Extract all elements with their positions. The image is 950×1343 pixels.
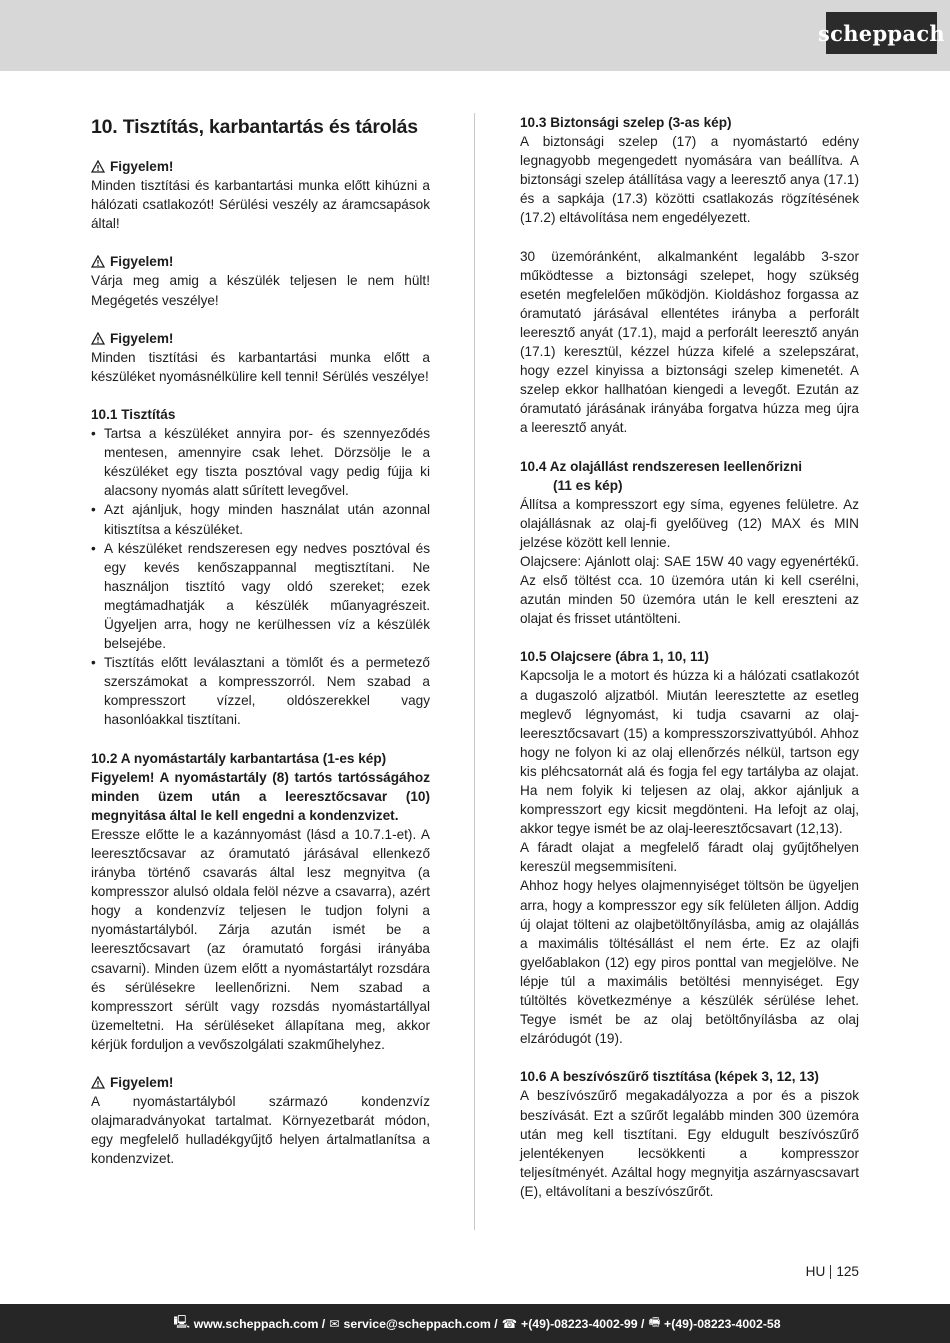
mail-icon: ✉ xyxy=(329,1316,340,1331)
header-band xyxy=(0,0,950,71)
paragraph: Eressze előtte le a kazánnyomást (lásd a 10.7.1-et). A leeresztőcsavar az óramutató járásával ellenkező irányba történő csavarás által lesz megnyitva (a kompresszor alulsó oldala felöl nézve a csavarra), azért hogy a kondenzvíz teljesen le tudjon folyni a nyomástartályból. Zárja azután ismét be a leeresztőcsavart (az óramutató forgási irányába csavarni). Minden üzem előtt a nyomástartályt rozsdára és sérülésekre leellenőrizni. Nem szabad a kompresszort sérült vagy rozsdás nyomástartállyal üzemeltetni. Ha sérüléseket állapítana meg, akkor kérjük forduljon a vevőszolgálati szakműhelyhez. xyxy=(91,826,430,1052)
warning-icon xyxy=(91,160,105,173)
phone-icon: ☎ xyxy=(501,1316,518,1331)
footer-web[interactable]: www.scheppach.com / xyxy=(193,1316,326,1331)
fax-icon: 🖷 xyxy=(648,1315,661,1329)
section-10-3 xyxy=(520,113,859,228)
subsection-heading: 10.4 Az olajállást rendszeresen leellenőrizni (11 es kép) xyxy=(520,458,803,493)
page-number xyxy=(806,1264,859,1279)
paragraph: A biztonsági szelep (17) a nyomástartó edény legnagyobb megengedett nyomására van beállítva. A biztonsági szelep átállítása vagy a leeresztő anya (17.1) és a sapkája (17.3) közötti csatlakozás rögzítésének (17.2) eltávolítása nem engedélyezett. xyxy=(520,134,859,226)
paragraph: 30 üzemóránként, alkalmanként legalább 3-szor működtesse a biztonsági szelepet, hogy szükség esetén megfelelően működjön. Kioldáshoz forgassa az óramutató járásával ellentétes irányba a perforált leeresztő anyát (17.1), majd a perforált leeresztő anyán (17.1) keresztül, kézzel húzza kifelé a szelepszárat, hogy ezzel kinyissa a biztonsági szelep kimenetét. A szelep ekkor hallhatóan kiengedi a levegőt. Ezután az óramutató járásának irányába forgatva húzza meg újra a leeresztő anyát. xyxy=(520,248,859,436)
warning-2 xyxy=(91,252,430,309)
page-number-value: 125 xyxy=(836,1264,859,1279)
subsection-heading: 10.5 Olajcsere (ábra 1, 10, 11) xyxy=(520,649,709,665)
section-10-3-b xyxy=(520,247,859,438)
column-divider xyxy=(474,113,475,1230)
section-10-4 xyxy=(520,457,859,629)
list-item: • Tartsa a készüléket annyira por- és szennyeződés mentesen, amennyire csak lehet. Dörzsölje le a készüléket egy tiszta posztóval vagy pedig fújja ki alacsony nyomás alatt sűrített levegővel. xyxy=(91,424,430,500)
warning-text: Várja meg amig a készülék teljesen le nem hült! Megégetés veszélye! xyxy=(91,273,430,308)
list-item: • Azt ajánljuk, hogy minden használat után azonnal kitisztítsa a készüléket. xyxy=(91,500,430,538)
paragraph: Ahhoz hogy helyes olajmennyiséget töltsön be ügyeljen arra, hogy a kompresszor egy sík felületen álljon. Addig új olajat tölteni az olajbetöltőnyílásba, amig az olajállás a maximális töltésállást el nem érte. Ez az olajfi gyelőablakon (12) egy piros ponttal van megjelölve. Ne lépje túl a maximális betöltési mennyiséget. Egy túltöltés következménye a készülék sérülése lehet. Tegye ismét be az olaj betöltőnyílásba az olaj elzáródugót (19). xyxy=(520,878,859,1047)
paragraph: Olajcsere: Ajánlott olaj: SAE 15W 40 vagy egyenértékű. Az első töltést cca. 10 üzemóra után ki kell cserélni, azután minden 50 üzemóra után le kell ereszteni az olajat és frisset utántölteni. xyxy=(520,553,859,627)
subsection-heading: 10.6 A beszívószűrő tisztítása (képek 3, 12, 13) xyxy=(520,1069,819,1085)
language-code: HU xyxy=(805,1264,826,1279)
warning-heading: Figyelem! xyxy=(110,1075,174,1091)
warning-4 xyxy=(91,1073,430,1168)
page-separator xyxy=(830,1265,831,1279)
list-item: • A készüléket rendszeresen egy nedves posztóval és egy kevés kenőszappannal megtisztítani. Ne használjon tisztító vagy oldó szereket; ezek megtámadhatják a készülék műanyagrészeit. Ügyeljen arra, hogy ne kerülhessen víz a készülék belsejébe. xyxy=(91,539,430,654)
section-title: 10. Tisztítás, karbantartás és tárolás xyxy=(91,116,418,138)
scheppach-logo: scheppach xyxy=(826,12,937,54)
paragraph: A beszívószűrő megakadályozza a por és a piszok beszívását. Ezt a szűrőt legalább minden 300 üzemóra után meg kell tisztítani. Egy eldugult beszívószűrő jelentékenyen lecsökkenti a kompresszor teljesítményét. Azáltal hogy megnyitja aszárnyascsavart (E), eltávolítani a beszívószűrőt. xyxy=(520,1088,859,1199)
footer-phone: +(49)-08223-4002-99 / xyxy=(521,1316,645,1331)
subsection-heading: 10.3 Biztonsági szelep (3-as kép) xyxy=(520,115,732,130)
list-item: • Tisztítás előtt leválasztani a tömlőt és a permetező szerszámokat a kompresszorról. Nem szabad a kompresszort vízzel, oldószerekkel vagy hasonlóakkal tisztítani. xyxy=(91,653,430,729)
warning-icon xyxy=(91,255,105,268)
paragraph: Állítsa a kompresszort egy síma, egyenes felületre. Az olajállásnak az olaj-fi gyelőüveg (12) MAX és MIN jelzése között kell lennie. xyxy=(520,496,859,550)
bold-notice: Figyelem! A nyomástartály (8) tartós tartósságához minden üzem után a leeresztőcsavar (10) megnyitása által le kell engedni a kondenzvizet. xyxy=(91,769,430,823)
section-10-2 xyxy=(91,749,430,1055)
warning-1 xyxy=(91,157,430,233)
section-10-1 xyxy=(91,405,430,730)
left-column xyxy=(91,113,430,1188)
warning-icon xyxy=(91,332,105,345)
bullet-list xyxy=(91,424,430,730)
subsection-heading: 10.2 A nyomástartály karbantartása (1-es kép) xyxy=(91,750,387,766)
warning-text: Minden tisztítási és karbantartási munka előtt kihúzni a hálózati csatlakozót! Sérülési veszély az áramcsapások által! xyxy=(91,178,430,232)
subsection-heading: 10.1 Tisztítás xyxy=(91,406,176,422)
section-10-5 xyxy=(520,647,859,1048)
warning-heading: Figyelem! xyxy=(110,159,174,174)
section-10-6 xyxy=(520,1067,859,1201)
warning-text: A nyomástartályból származó kondenzvíz olajmaradványokat tartalmat. Környezetbarát módon, egy megfelelő hulladékgyűjtő helyen ártalmatlanítsa a kondenzvizet. xyxy=(91,1094,430,1167)
warning-icon xyxy=(91,1076,105,1089)
warning-text: Minden tisztítási és karbantartási munka előtt a készüléket nyomásnélkülire kell tenni! Sérülés veszélye! xyxy=(91,349,430,384)
warning-heading: Figyelem! xyxy=(110,254,174,270)
paragraph: Kapcsolja le a motort és húzza ki a hálózati csatlakozót a dugaszoló aljzatból. Miután leeresztette az esetleg meglevő légnyomást, ki tudja csavarni az olaj-leeresztőcsavart (15) a kompresszorszivattyúból. Ahhoz hogy ne folyon ki az olaj ellenőrzés nélkül, tartson egy kis pléhcsatornát alá és fogja fel egy tartályba az olajat. Ha nem folyik ki teljesen az olaj, akkor ajánljuk a kompresszort egy kicsit megdönteni. Ha lefojt az olaj, akkor tegye ismét be az olaj-leeresztőcsavart (12,13). xyxy=(520,668,859,837)
warning-3 xyxy=(91,329,430,386)
footer-fax: +(49)-08223-4002-58 xyxy=(664,1316,781,1331)
computer-icon: 🖳 xyxy=(173,1315,190,1329)
footer-bar xyxy=(0,1304,950,1343)
right-column xyxy=(520,113,859,1220)
footer-mail[interactable]: service@scheppach.com / xyxy=(343,1316,498,1331)
warning-heading: Figyelem! xyxy=(110,330,174,346)
paragraph: A fáradt olajat a megfelelő fáradt olaj gyűjtőhelyen kereszül megsemmisíteni. xyxy=(520,840,859,875)
